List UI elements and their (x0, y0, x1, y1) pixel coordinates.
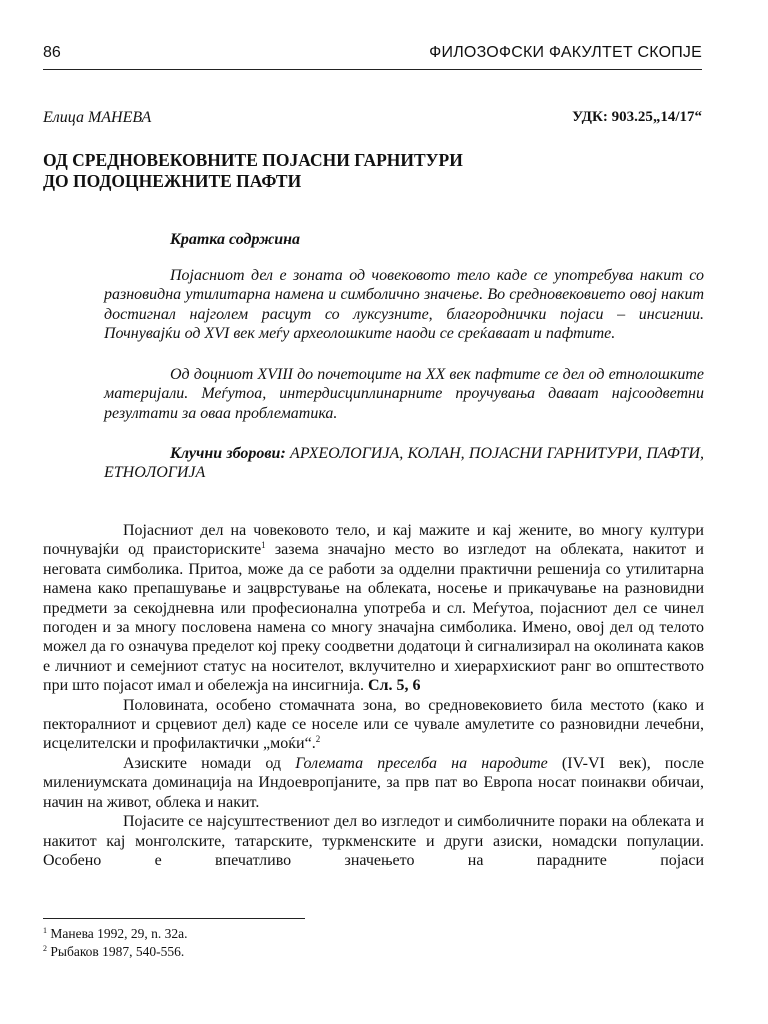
footnote-1 (43, 925, 188, 943)
footnote-2-number: 2 (43, 944, 47, 953)
body-paragraph-1-text-b: зазема значајно место во изгледот на облеката, накитот и неговата симболика. Притоа, може да се работи за одделни практични решенија со утилитарна намена како препашување и зацврстување на облеката, носење и прикачување на разновидни предмети за секојдневна или професионална употреба и сл. Меѓутоа, појасниот дел се чинел погоден и за многу пословена намена со многу значајна симболика. Имено, овој дел од телото можел да го означува пределот кој преку соодветни додатоци ѝ сигнализирал на околината каков е личниот и семејниот статус на носителот, вклучително и хиерархискиот ранг во општеството при што појасот имал и обележја на инсигнија. (43, 541, 704, 695)
body-paragraph-3 (43, 754, 704, 812)
footnote-2 (43, 943, 188, 961)
abstract-paragraph-1: Појасниот дел е зоната од човековото тело каде се употребува накит со разновидна утилитарна намена и симболично значење. Во средновековието овој накит достигнал најголем расцут со луксузните, благороднички појаси – инсигнии. Почнувајќи од XVI век меѓу археолошките наоди се среќаваат и пафтите. (104, 267, 704, 343)
article-title-line-1: ОД СРЕДНОВЕКОВНИТЕ ПОЈАСНИ ГАРНИТУРИ (43, 150, 463, 170)
body-paragraph-3-text-b: (IV-VI век), после милениумската доминација на Индоевропјаните, за прв пат во Европа носат поинакви обичаи, начин на живот, облека и накит. (43, 754, 705, 811)
keywords-label: Клучни зборови: (170, 445, 286, 462)
figure-reference: Сл. 5, 6 (364, 677, 421, 695)
body-text (43, 521, 704, 870)
page-number: 86 (43, 44, 61, 61)
abstract-paragraph-2: Од доцниот XVIII до почетоците на XX век пафтите се дел од етнолошките материјали. Меѓутоа, интердисциплинарните проучувања даваат најсоодветни резултати за оваа проблематика. (104, 366, 704, 422)
article-title-line-2: ДО ПОДОЦНЕЖНИТЕ ПАФТИ (43, 171, 302, 191)
udk-code: УДК: 903.25„14/17“ (572, 109, 702, 125)
keywords-list: АРХЕОЛОГИЈА, КОЛАН, ПОЈАСНИ ГАРНИТУРИ, ПАФТИ, ЕТНОЛОГИЈА (104, 445, 704, 482)
body-paragraph-1-text-a: Појасниот дел на човековото тело, и кај мажите и кај жените, во многу култури почнувајќи од праисториските (43, 522, 704, 559)
header-rule (43, 69, 702, 70)
footnote-1-text: Манева 1992, 29, n. 32a. (47, 926, 188, 941)
abstract-heading: Кратка содржина (170, 231, 301, 248)
footnote-ref-1[interactable]: 1 (261, 540, 266, 551)
footnote-1-number: 1 (43, 926, 47, 935)
body-paragraph-4: Појасите се најсуштествениот дел во изгледот и симболичните пораки на облеката и накитот кај монголските, татарските, туркменските и други азиски, номадски популации. Особено е впечатливо значењето на парадните појаси (43, 813, 704, 869)
italic-term: Големата преселба на народите (295, 754, 548, 772)
body-paragraph-3-text-a: Азиските номади од (123, 754, 296, 772)
footnote-ref-2[interactable]: 2 (315, 734, 321, 745)
body-paragraph-2 (43, 696, 704, 754)
journal-title: ФИЛОЗОФСКИ ФАКУЛТЕТ СКОПЈЕ (429, 44, 702, 61)
body-paragraph-2-text: Половината, особено стомачната зона, во средновековието била местото (како и пекторалниот и срцевиот дел) каде се носеле или се чувале амулетите со разновидни лечебни, исцелителски и профилактички „моќи“. (43, 696, 704, 753)
running-header (43, 44, 702, 66)
footnote-2-text: Рыбаков 1987, 540-556. (47, 944, 185, 959)
keywords (104, 444, 704, 483)
footnote-rule (43, 918, 305, 919)
body-paragraph-1 (43, 521, 704, 696)
footnotes (43, 925, 188, 961)
author-name: Елица МАНЕВА (43, 109, 152, 126)
article-title (43, 150, 703, 192)
